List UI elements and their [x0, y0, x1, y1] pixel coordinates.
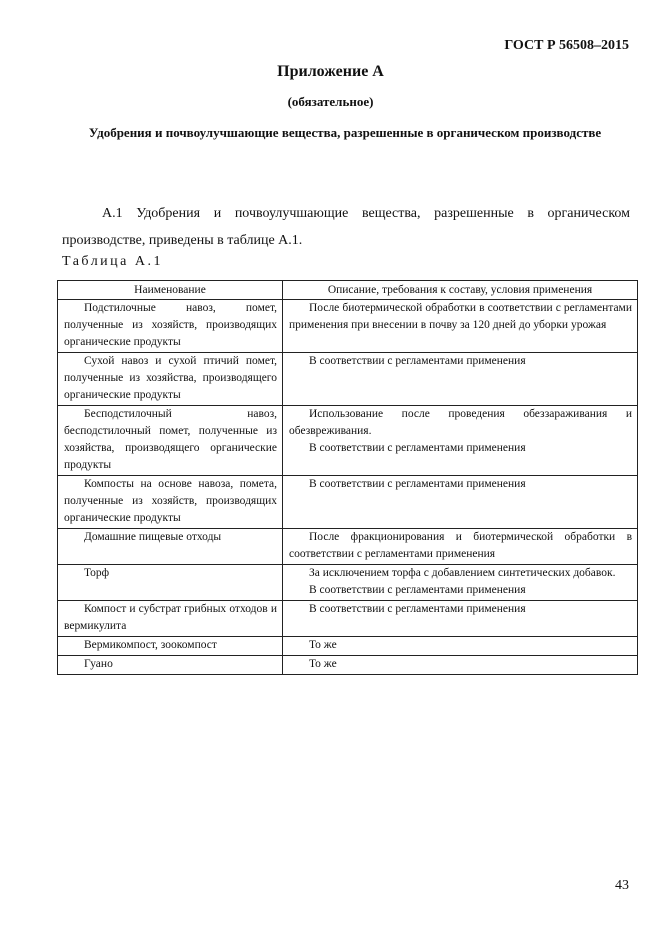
- table-row: [58, 476, 638, 529]
- page-number: 43: [615, 878, 629, 893]
- cell-name: [58, 565, 283, 601]
- table-row: [58, 656, 638, 675]
- cell-description: [283, 406, 638, 476]
- table-row: [58, 406, 638, 476]
- fertilizers-table: [57, 280, 638, 675]
- cell-name: [58, 300, 283, 353]
- intro-paragraph: А.1 Удобрения и почвоулучшающие вещества, разрешенные в органическом производстве, приведены в таблице А.1.: [62, 206, 630, 248]
- column-header-name: Наименование: [58, 281, 283, 300]
- cell-description-text: В соответствии с регламентами применения: [309, 355, 526, 367]
- cell-name: [58, 476, 283, 529]
- cell-name-text: Вермикомпост, зоокомпост: [84, 639, 217, 651]
- cell-description-text: В соответствии с регламентами применения: [309, 584, 526, 596]
- cell-description: [283, 601, 638, 637]
- cell-name-text: Торф: [84, 567, 110, 579]
- table-body: [58, 300, 638, 675]
- cell-description: [283, 300, 638, 353]
- cell-description: [283, 353, 638, 406]
- appendix-kind: (обязательное): [287, 94, 374, 109]
- cell-description-text: После фракционирования и биотермической обработки в соответствии с регламентами применения: [289, 531, 632, 560]
- cell-name-text: Домашние пищевые отходы: [84, 531, 222, 543]
- table-row: [58, 300, 638, 353]
- cell-name-text: Подстилочные навоз, помет, полученные из хозяйств, производящих органические продукты: [64, 302, 277, 348]
- table-caption: Таблица А.1: [62, 254, 163, 269]
- column-header-description: Описание, требования к составу, условия применения: [283, 281, 638, 300]
- table-header-row: [58, 281, 638, 300]
- table-row: [58, 353, 638, 406]
- cell-description: [283, 656, 638, 675]
- cell-name-text: Компост и субстрат грибных отходов и вермикулита: [64, 603, 277, 632]
- cell-description-text: В соответствии с регламентами применения: [309, 478, 526, 490]
- cell-description-text: В соответствии с регламентами применения: [309, 442, 526, 454]
- cell-name-text: Сухой навоз и сухой птичий помет, полученные из хозяйства, производящего органические продукты: [64, 355, 277, 401]
- cell-description: [283, 637, 638, 656]
- cell-description: [283, 565, 638, 601]
- cell-description: [283, 529, 638, 565]
- cell-name-text: Бесподстилочный навоз, бесподстилочный помет, полученные из хозяйства, производящего органические продукты: [64, 408, 277, 471]
- cell-name-text: Компосты на основе навоза, помета, полученные из хозяйств, производящих органические продукты: [64, 478, 277, 524]
- table-row: [58, 637, 638, 656]
- cell-description-text: После биотермической обработки в соответствии с регламентами применения при внесении в почву за 120 дней до уборки урожая: [289, 302, 632, 331]
- cell-description-text: Использование после проведения обеззараживания и обезвреживания.: [289, 408, 632, 437]
- cell-name-text: Гуано: [84, 658, 113, 670]
- cell-description-text: В соответствии с регламентами применения: [309, 603, 526, 615]
- cell-name: [58, 656, 283, 675]
- cell-description: [283, 476, 638, 529]
- cell-name: [58, 637, 283, 656]
- cell-description-text: За исключением торфа с добавлением синтетических добавок.: [309, 567, 616, 579]
- table-row: [58, 565, 638, 601]
- cell-description-text: То же: [309, 639, 337, 651]
- appendix-title: Приложение А: [277, 63, 384, 80]
- cell-name: [58, 601, 283, 637]
- cell-name: [58, 406, 283, 476]
- cell-name: [58, 353, 283, 406]
- table-row: [58, 529, 638, 565]
- cell-description-text: То же: [309, 658, 337, 670]
- appendix-heading: Удобрения и почвоулучшающие вещества, разрешенные в органическом производстве: [88, 125, 602, 140]
- cell-name: [58, 529, 283, 565]
- document-code: ГОСТ Р 56508–2015: [504, 38, 629, 53]
- table-row: [58, 601, 638, 637]
